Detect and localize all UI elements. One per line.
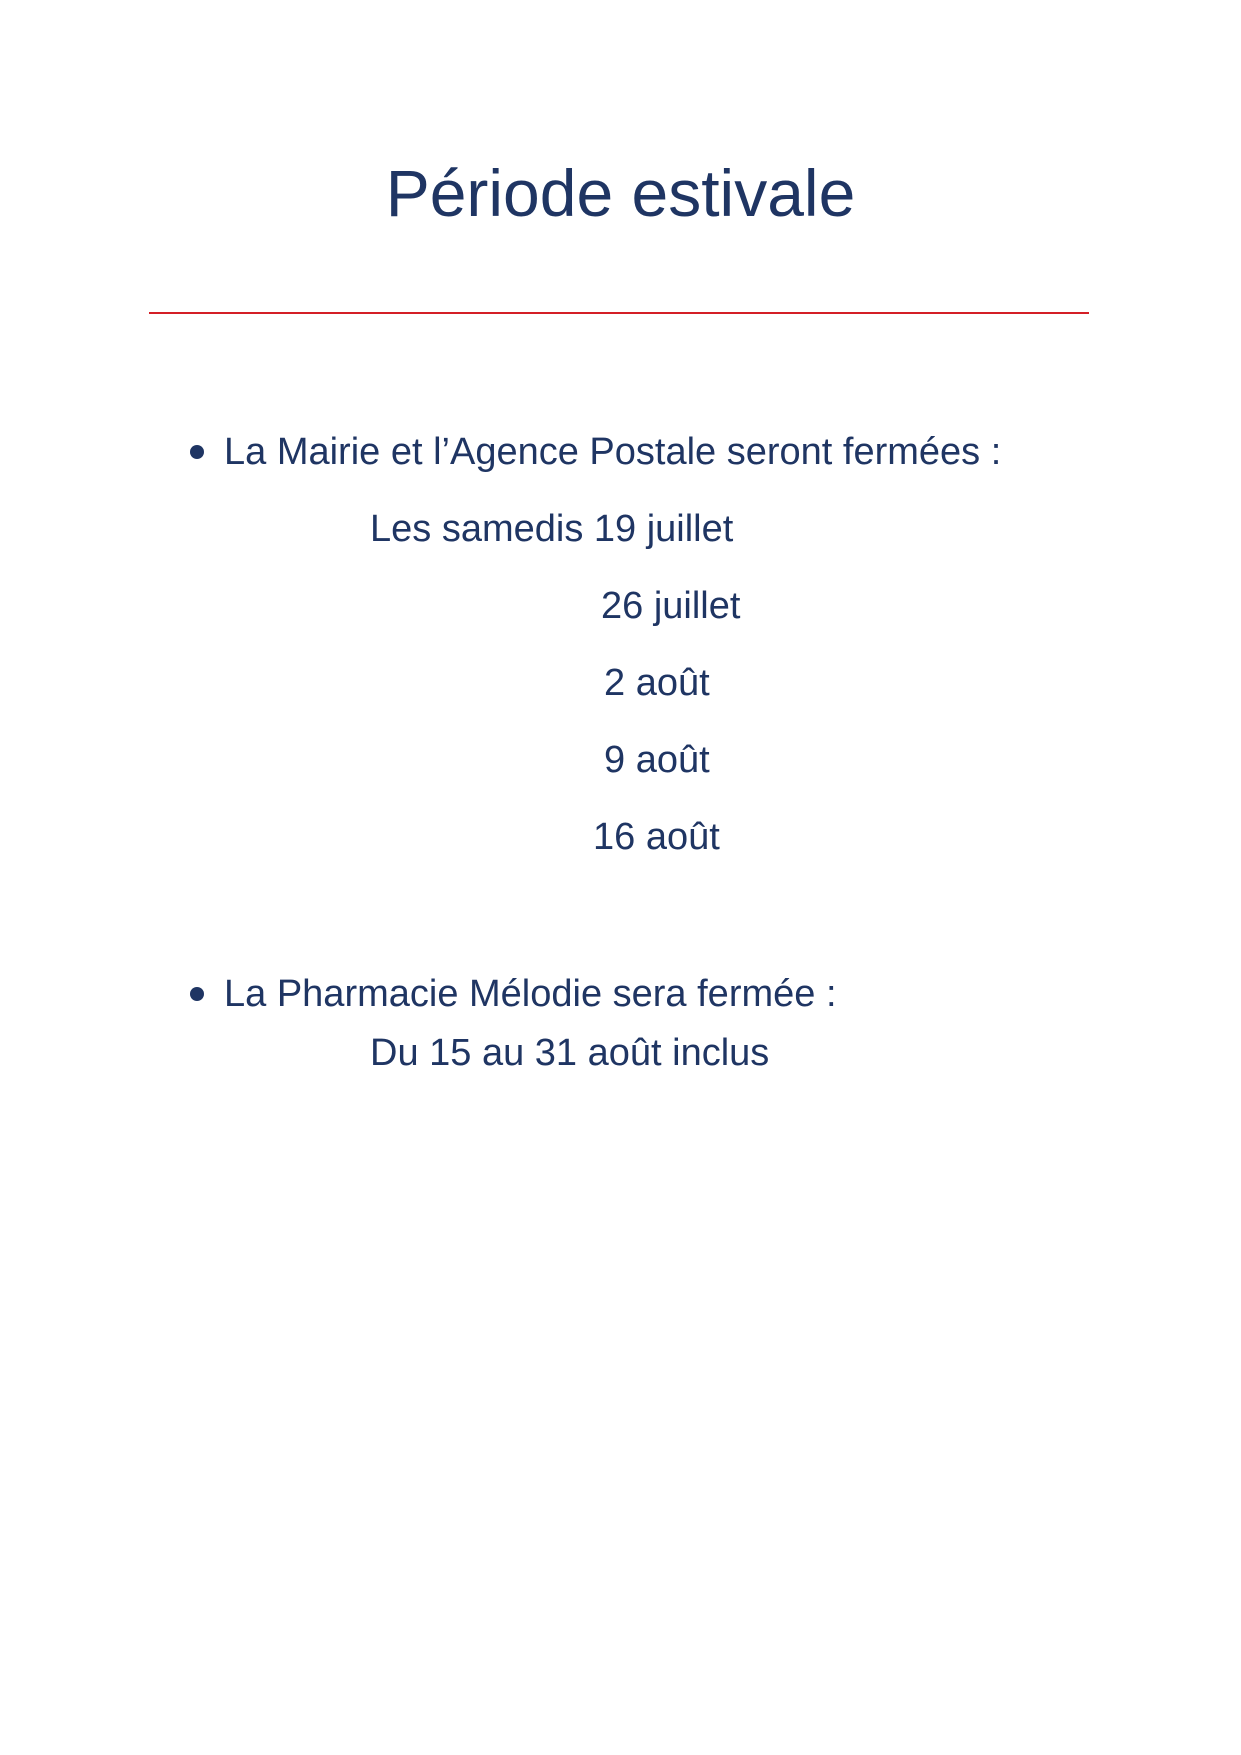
section-heading-mairie: La Mairie et l’Agence Postale seront fermées :	[224, 431, 1002, 473]
bullet-icon	[190, 987, 204, 1001]
closure-date: 19 juillet	[593, 508, 734, 550]
closure-date: 26 juillet	[601, 585, 741, 627]
closure-intro: Les samedis	[370, 508, 584, 550]
pharmacy-closure-period: Du 15 au 31 août inclus	[370, 1032, 770, 1074]
bullet-icon	[190, 445, 204, 459]
closure-date: 2 août	[604, 662, 710, 704]
section-heading-pharmacie: La Pharmacie Mélodie sera fermée :	[224, 973, 837, 1015]
closure-date: 16 août	[593, 816, 720, 858]
closure-date: 9 août	[604, 739, 710, 781]
page-title: Période estivale	[385, 156, 856, 230]
closure-date-line	[370, 505, 733, 553]
title-separator	[149, 312, 1089, 314]
